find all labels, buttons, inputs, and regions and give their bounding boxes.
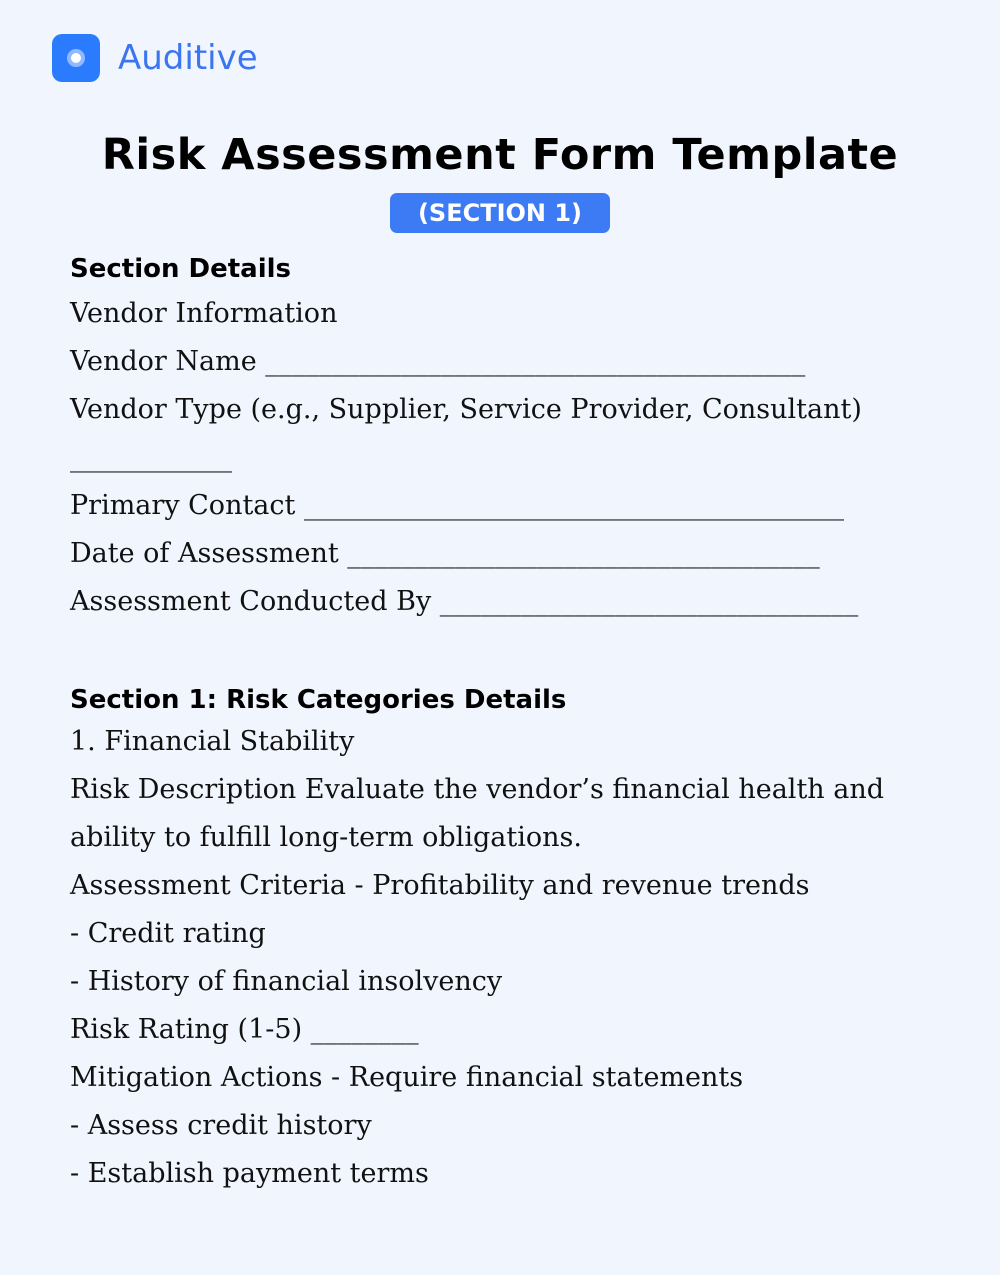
field-vendor-type-blank: ____________ (70, 442, 232, 473)
field-date: Date of Assessment ___________________________________ (70, 538, 820, 569)
assessment-criteria: Assessment Criteria - Profitability and revenue trends (70, 870, 810, 901)
field-vendor-info: Vendor Information (70, 298, 338, 329)
risk-category-title: 1. Financial Stability (70, 726, 355, 757)
risk-rating: Risk Rating (1-5) ________ (70, 1014, 419, 1045)
mitigation-actions: Mitigation Actions - Require financial statements (70, 1062, 744, 1093)
section-details-heading: Section Details (70, 254, 292, 284)
brand-name: Auditive (118, 38, 258, 78)
record-circle-icon (52, 34, 100, 82)
section-badge: (SECTION 1) (390, 193, 610, 233)
criteria-history: - History of financial insolvency (70, 966, 503, 997)
section1-heading: Section 1: Risk Categories Details (70, 685, 567, 715)
field-vendor-type: Vendor Type (e.g., Supplier, Service Provider, Consultant) (70, 394, 862, 425)
risk-description-2: ability to fulfill long-term obligations. (70, 822, 582, 853)
page-title: Risk Assessment Form Template (101, 130, 899, 180)
field-primary-contact: Primary Contact ________________________________________ (70, 490, 844, 521)
mitigation-credit: - Assess credit history (70, 1110, 372, 1141)
mitigation-payment: - Establish payment terms (70, 1158, 429, 1189)
document-body (70, 248, 950, 1198)
criteria-credit: - Credit rating (70, 918, 266, 949)
field-vendor-name: Vendor Name ________________________________________ (70, 346, 806, 377)
risk-description-1: Risk Description Evaluate the vendor’s financial health and (70, 774, 885, 805)
brand (52, 34, 258, 82)
field-conducted-by: Assessment Conducted By _______________________________ (70, 586, 859, 617)
